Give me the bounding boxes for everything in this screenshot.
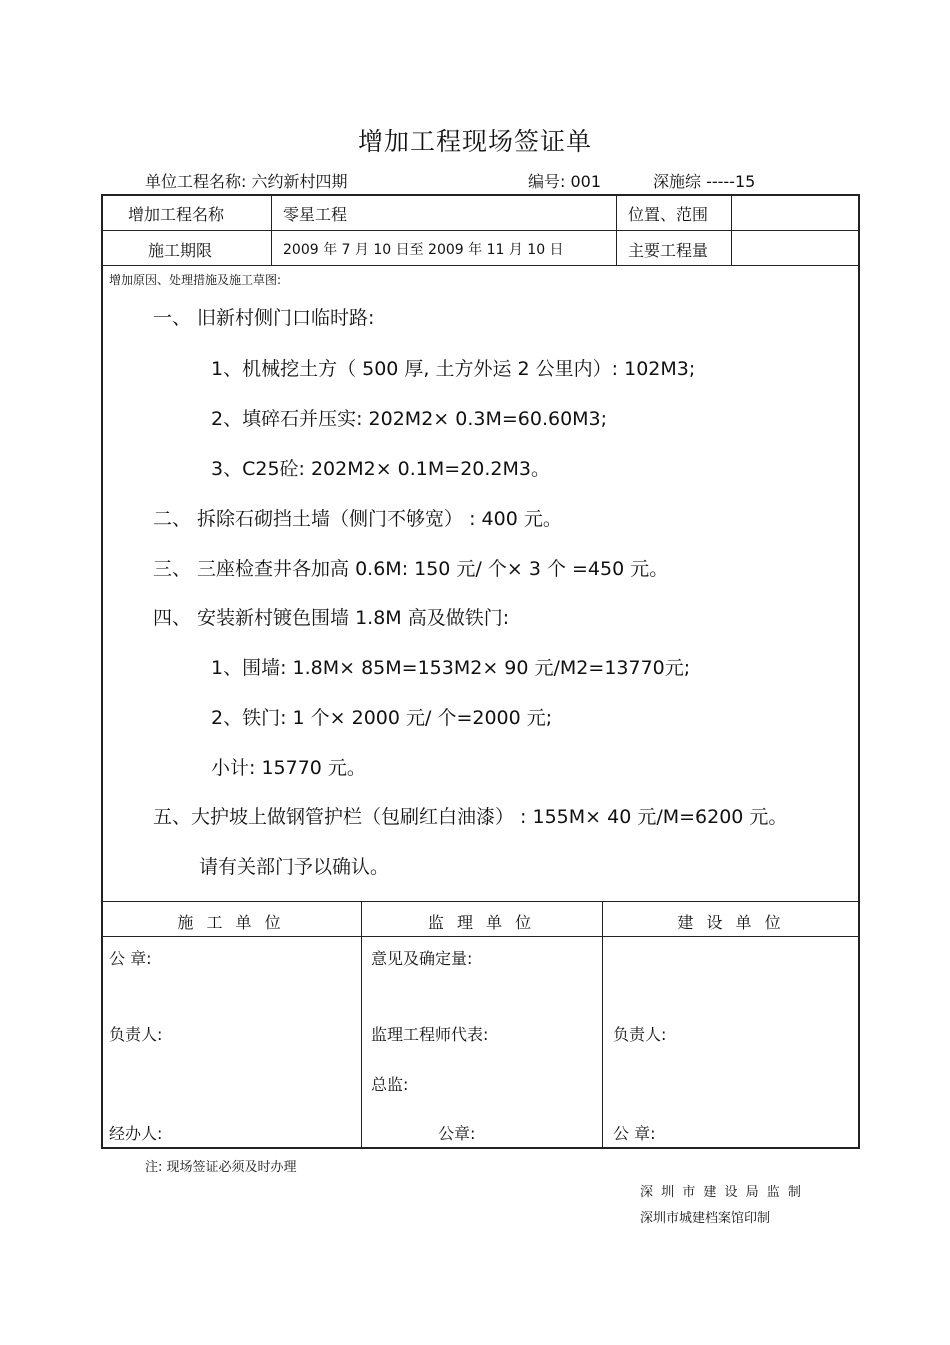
- project-name-value: 零星工程: [283, 205, 348, 224]
- content-line: 二、 拆除石砌挡土墙（侧门不够宽） : 400 元。: [153, 508, 562, 530]
- content-line: 一、 旧新村侧门口临时路:: [153, 307, 375, 329]
- handler-label: 经办人:: [109, 1124, 163, 1143]
- content-line: 2、铁门: 1 个× 2000 元/ 个=2000 元;: [211, 707, 553, 729]
- footer-note: 注: 现场签证必须及时办理: [145, 1160, 297, 1175]
- construction-responsible-label: 负责人:: [109, 1025, 163, 1044]
- column-divider: [616, 194, 617, 266]
- row-divider: [101, 901, 860, 902]
- column-divider: [271, 194, 272, 266]
- owner-responsible-label: 负责人:: [613, 1025, 667, 1044]
- period-label: 施工期限: [148, 241, 213, 260]
- supervisor-rep-label: 监理工程师代表:: [371, 1025, 489, 1044]
- owner-unit-header: 建 设 单 位: [677, 913, 785, 932]
- supervision-seal-label: 公章:: [438, 1124, 476, 1143]
- content-line: 2、填碎石并压实: 202M2× 0.3M=60.60M3;: [211, 408, 608, 430]
- opinion-label: 意见及确定量:: [371, 949, 473, 968]
- content-line: 三、 三座检查井各加高 0.6M: 150 元/ 个× 3 个 =450 元。: [153, 558, 669, 580]
- content-line: 1、围墙: 1.8M× 85M=153M2× 90 元/M2=13770元;: [211, 657, 691, 679]
- content-line: 五、大护坡上做钢管护栏（包刷红白油漆） : 155M× 40 元/M=6200 元。: [153, 806, 788, 828]
- document-code: 深施综 -----15: [653, 172, 756, 191]
- supervision-unit-header: 监 理 单 位: [427, 913, 536, 932]
- construction-seal-label: 公 章:: [109, 949, 152, 968]
- unit-project-name: 单位工程名称: 六约新村四期: [145, 172, 348, 191]
- column-divider: [602, 901, 603, 1149]
- owner-seal-label: 公 章:: [613, 1124, 656, 1143]
- row-divider: [101, 936, 860, 937]
- content-line: 1、机械挖土方（ 500 厚, 土方外运 2 公里内）: 102M3;: [211, 358, 696, 380]
- quantity-label: 主要工程量: [628, 241, 709, 260]
- project-name-label: 增加工程名称: [128, 205, 225, 224]
- column-divider: [731, 194, 732, 266]
- content-line: 3、C25砼: 202M2× 0.1M=20.2M3。: [211, 458, 550, 480]
- document-title: 增加工程现场签证单: [357, 127, 592, 156]
- row-divider: [101, 265, 860, 266]
- row-divider: [101, 230, 860, 231]
- reason-label: 增加原因、处理措施及施工草图:: [109, 273, 282, 287]
- chief-supervisor-label: 总监:: [371, 1075, 409, 1094]
- content-line: 请有关部门予以确认。: [199, 856, 390, 878]
- printed-by: 深圳市城建档案馆印制: [640, 1211, 771, 1226]
- construction-unit-header: 施 工 单 位: [177, 913, 285, 932]
- period-value: 2009 年 7 月 10 日至 2009 年 11 月 10 日: [283, 242, 564, 258]
- column-divider: [361, 901, 362, 1149]
- location-label: 位置、范围: [628, 205, 709, 224]
- document-number: 编号: 001: [528, 172, 602, 191]
- supervised-by: 深 圳 市 建 设 局 监 制: [640, 1185, 803, 1200]
- content-line: 小计: 15770 元。: [211, 757, 366, 779]
- content-line: 四、 安装新村镀色围墙 1.8M 高及做铁门:: [153, 607, 510, 629]
